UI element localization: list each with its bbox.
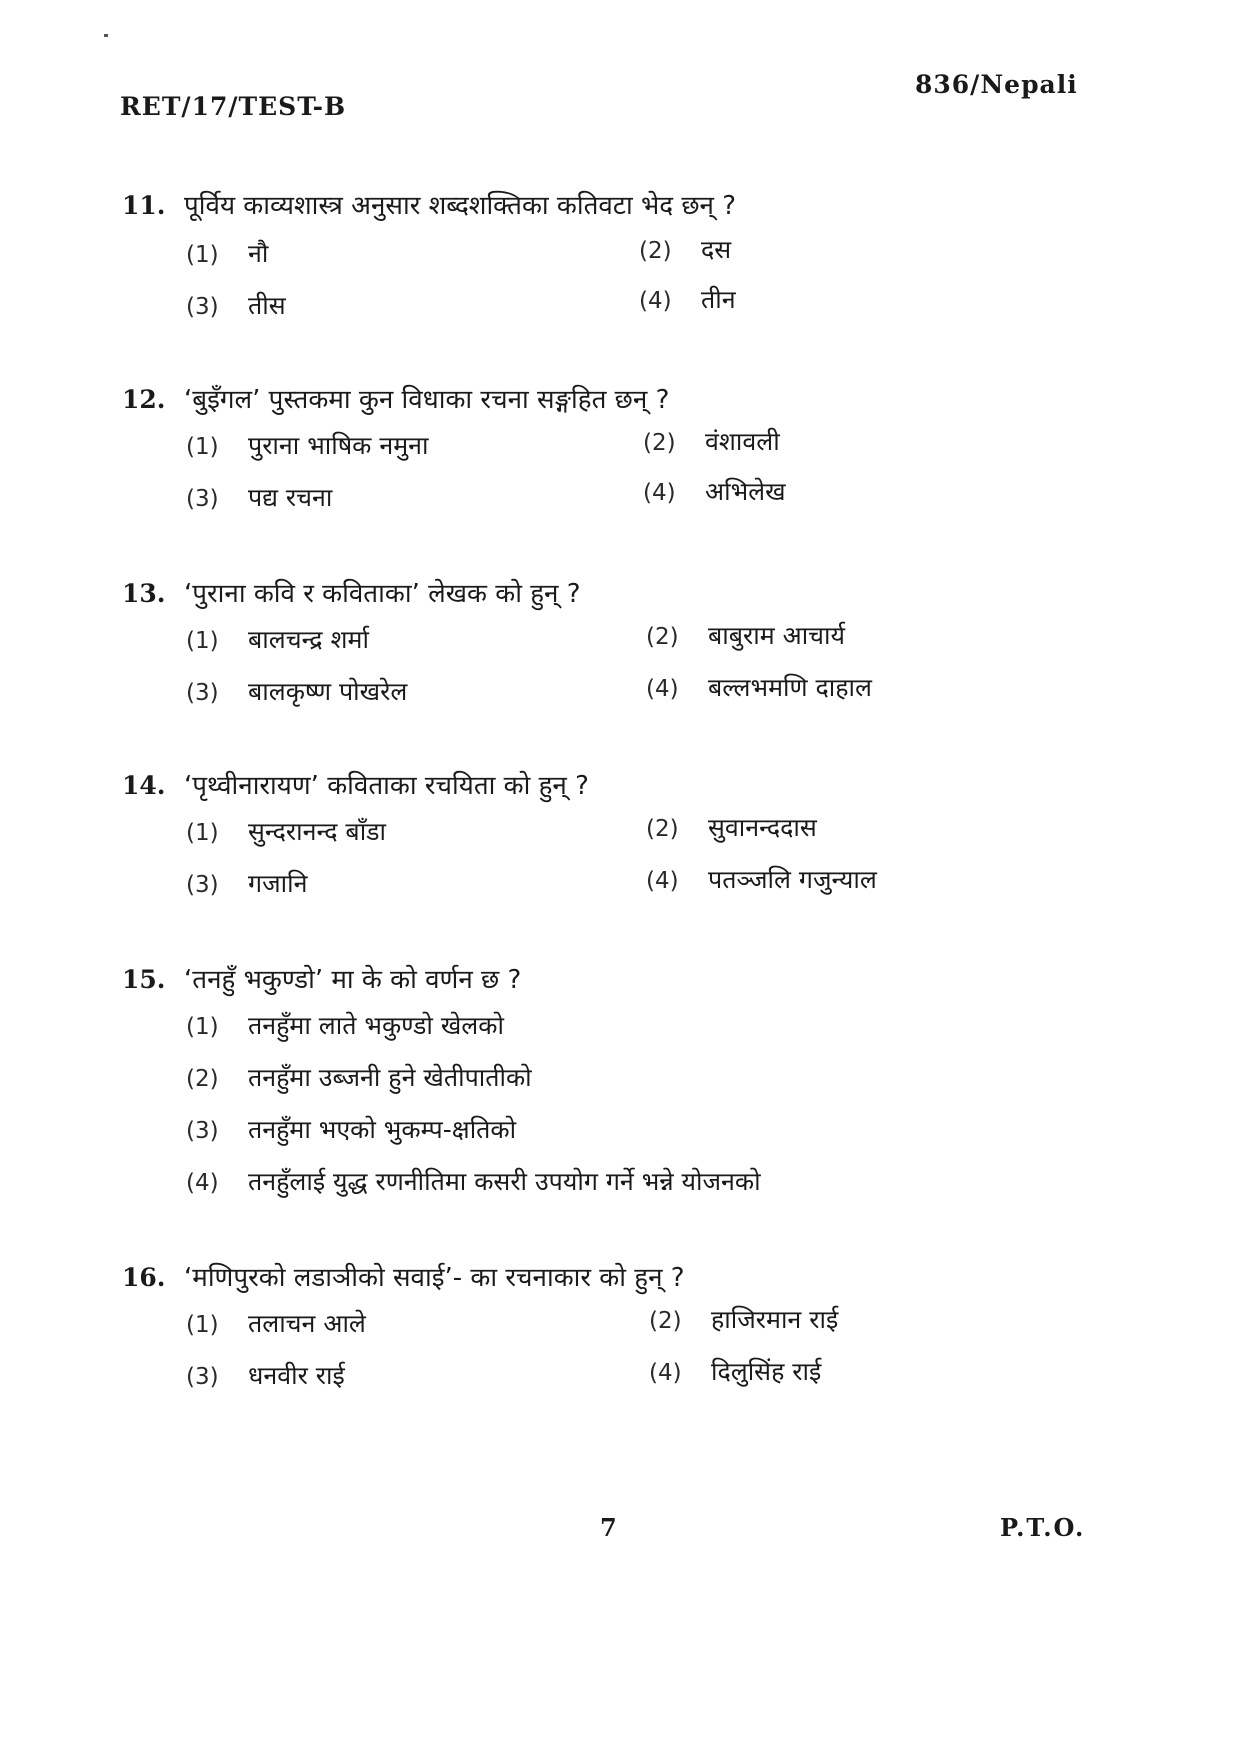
option-number: (4) [649, 1360, 682, 1386]
option-number: (3) [186, 680, 219, 706]
question-number: 13. [122, 579, 166, 608]
option-4 [639, 282, 736, 316]
question-text: ‘पुराना कवि र कविताका’ लेखक को हुन् ? [184, 579, 581, 609]
question-text: पूर्विय काव्यशास्त्र अनुसार शब्दशक्तिका कतिवटा भेद छन् ? [184, 191, 737, 221]
option-number: (4) [646, 676, 679, 702]
option-number: (1) [186, 242, 219, 268]
option-2 [646, 618, 845, 652]
option-4 [646, 862, 877, 896]
option-text: बाबुराम आचार्य [708, 621, 846, 650]
option-4 [186, 1164, 761, 1198]
option-number: (3) [186, 486, 219, 512]
option-text: तीन [701, 285, 736, 314]
page-number: 7 [600, 1513, 617, 1542]
question-number: 12. [122, 385, 166, 414]
question-number: 11. [122, 191, 166, 220]
option-text: सुवानन्ददास [708, 813, 817, 842]
option-text: वंशावली [705, 427, 780, 456]
option-text: तनहुँमा उब्जनी हुने खेतीपातीको [248, 1063, 532, 1092]
question-text: ‘तनहुँ भकुण्डो’ मा के को वर्णन छ ? [184, 965, 522, 995]
option-number: (2) [646, 624, 679, 650]
please-turn-over: P.T.O. [1000, 1513, 1086, 1542]
option-number: (4) [186, 1170, 219, 1196]
option-text: सुन्दरानन्द बाँडा [248, 817, 387, 846]
option-text: बालचन्द्र शर्मा [248, 625, 369, 654]
question-number: 15. [122, 965, 166, 994]
option-3 [186, 866, 307, 900]
question-13 [122, 574, 1122, 706]
option-text: तीस [248, 291, 286, 320]
option-1 [186, 1306, 366, 1340]
subject-code: 836/Nepali [915, 70, 1078, 99]
option-text: बल्लभमणि दाहाल [708, 673, 872, 702]
scan-speck [104, 34, 108, 37]
option-number: (2) [649, 1308, 682, 1334]
option-text: पुराना भाषिक नमुना [248, 431, 429, 460]
option-text: तनहुँमा भएको भुकम्प-क्षतिको [248, 1115, 517, 1144]
option-text: तनहुँलाई युद्ध रणनीतिमा कसरी उपयोग गर्ने भन्ने योजनको [248, 1167, 761, 1196]
option-2 [643, 424, 780, 458]
option-number: (2) [643, 430, 676, 456]
option-1 [186, 428, 429, 462]
option-text: अभिलेख [705, 477, 786, 506]
option-2 [649, 1302, 838, 1336]
question-15 [122, 960, 1122, 1196]
option-number: (3) [186, 294, 219, 320]
option-1 [186, 1008, 504, 1042]
option-text: पद्य रचना [248, 483, 333, 512]
option-text: गजानि [248, 869, 308, 898]
option-1 [186, 236, 268, 270]
option-number: (2) [639, 238, 672, 264]
question-text: ‘मणिपुरको लडाञीको सवाई’- का रचनाकार को हुन् ? [184, 1263, 685, 1293]
option-number: (1) [186, 1312, 219, 1338]
option-text: हाजिरमान राई [711, 1305, 839, 1334]
option-2 [639, 232, 731, 266]
question-14 [122, 766, 1122, 898]
option-3 [186, 674, 407, 708]
question-number: 16. [122, 1263, 166, 1292]
option-text: दिलुसिंह राई [711, 1357, 822, 1386]
option-text: धनवीर राई [248, 1361, 345, 1390]
option-number: (1) [186, 628, 219, 654]
option-number: (4) [643, 480, 676, 506]
option-number: (4) [646, 868, 679, 894]
option-number: (1) [186, 820, 219, 846]
option-3 [186, 1358, 345, 1392]
option-text: दस [701, 235, 732, 264]
option-number: (3) [186, 1364, 219, 1390]
option-4 [643, 474, 786, 508]
option-number: (1) [186, 1014, 219, 1040]
option-number: (2) [186, 1066, 219, 1092]
question-11 [122, 186, 1122, 320]
question-12 [122, 380, 1122, 512]
option-3 [186, 480, 332, 514]
option-number: (2) [646, 816, 679, 842]
option-3 [186, 288, 286, 322]
option-text: तलाचन आले [248, 1309, 366, 1338]
option-text: पतञ्जलि गजुन्याल [708, 865, 877, 894]
option-3 [186, 1112, 516, 1146]
option-2 [186, 1060, 532, 1094]
option-number: (4) [639, 288, 672, 314]
option-text: तनहुँमा लाते भकुण्डो खेलको [248, 1011, 504, 1040]
option-text: नौ [248, 239, 269, 268]
option-4 [649, 1354, 821, 1388]
option-number: (3) [186, 872, 219, 898]
question-16 [122, 1258, 1122, 1390]
option-1 [186, 814, 386, 848]
question-text: ‘पृथ्वीनारायण’ कविताका रचयिता को हुन् ? [184, 771, 589, 801]
option-number: (1) [186, 434, 219, 460]
question-number: 14. [122, 771, 166, 800]
option-4 [646, 670, 872, 704]
question-text: ‘बुइँगल’ पुस्तकमा कुन विधाका रचना सङ्गहित छन् ? [184, 385, 670, 415]
option-text: बालकृष्ण पोखरेल [248, 677, 408, 706]
option-1 [186, 622, 369, 656]
test-code: RET/17/TEST-B [120, 92, 347, 121]
option-2 [646, 810, 817, 844]
option-number: (3) [186, 1118, 219, 1144]
